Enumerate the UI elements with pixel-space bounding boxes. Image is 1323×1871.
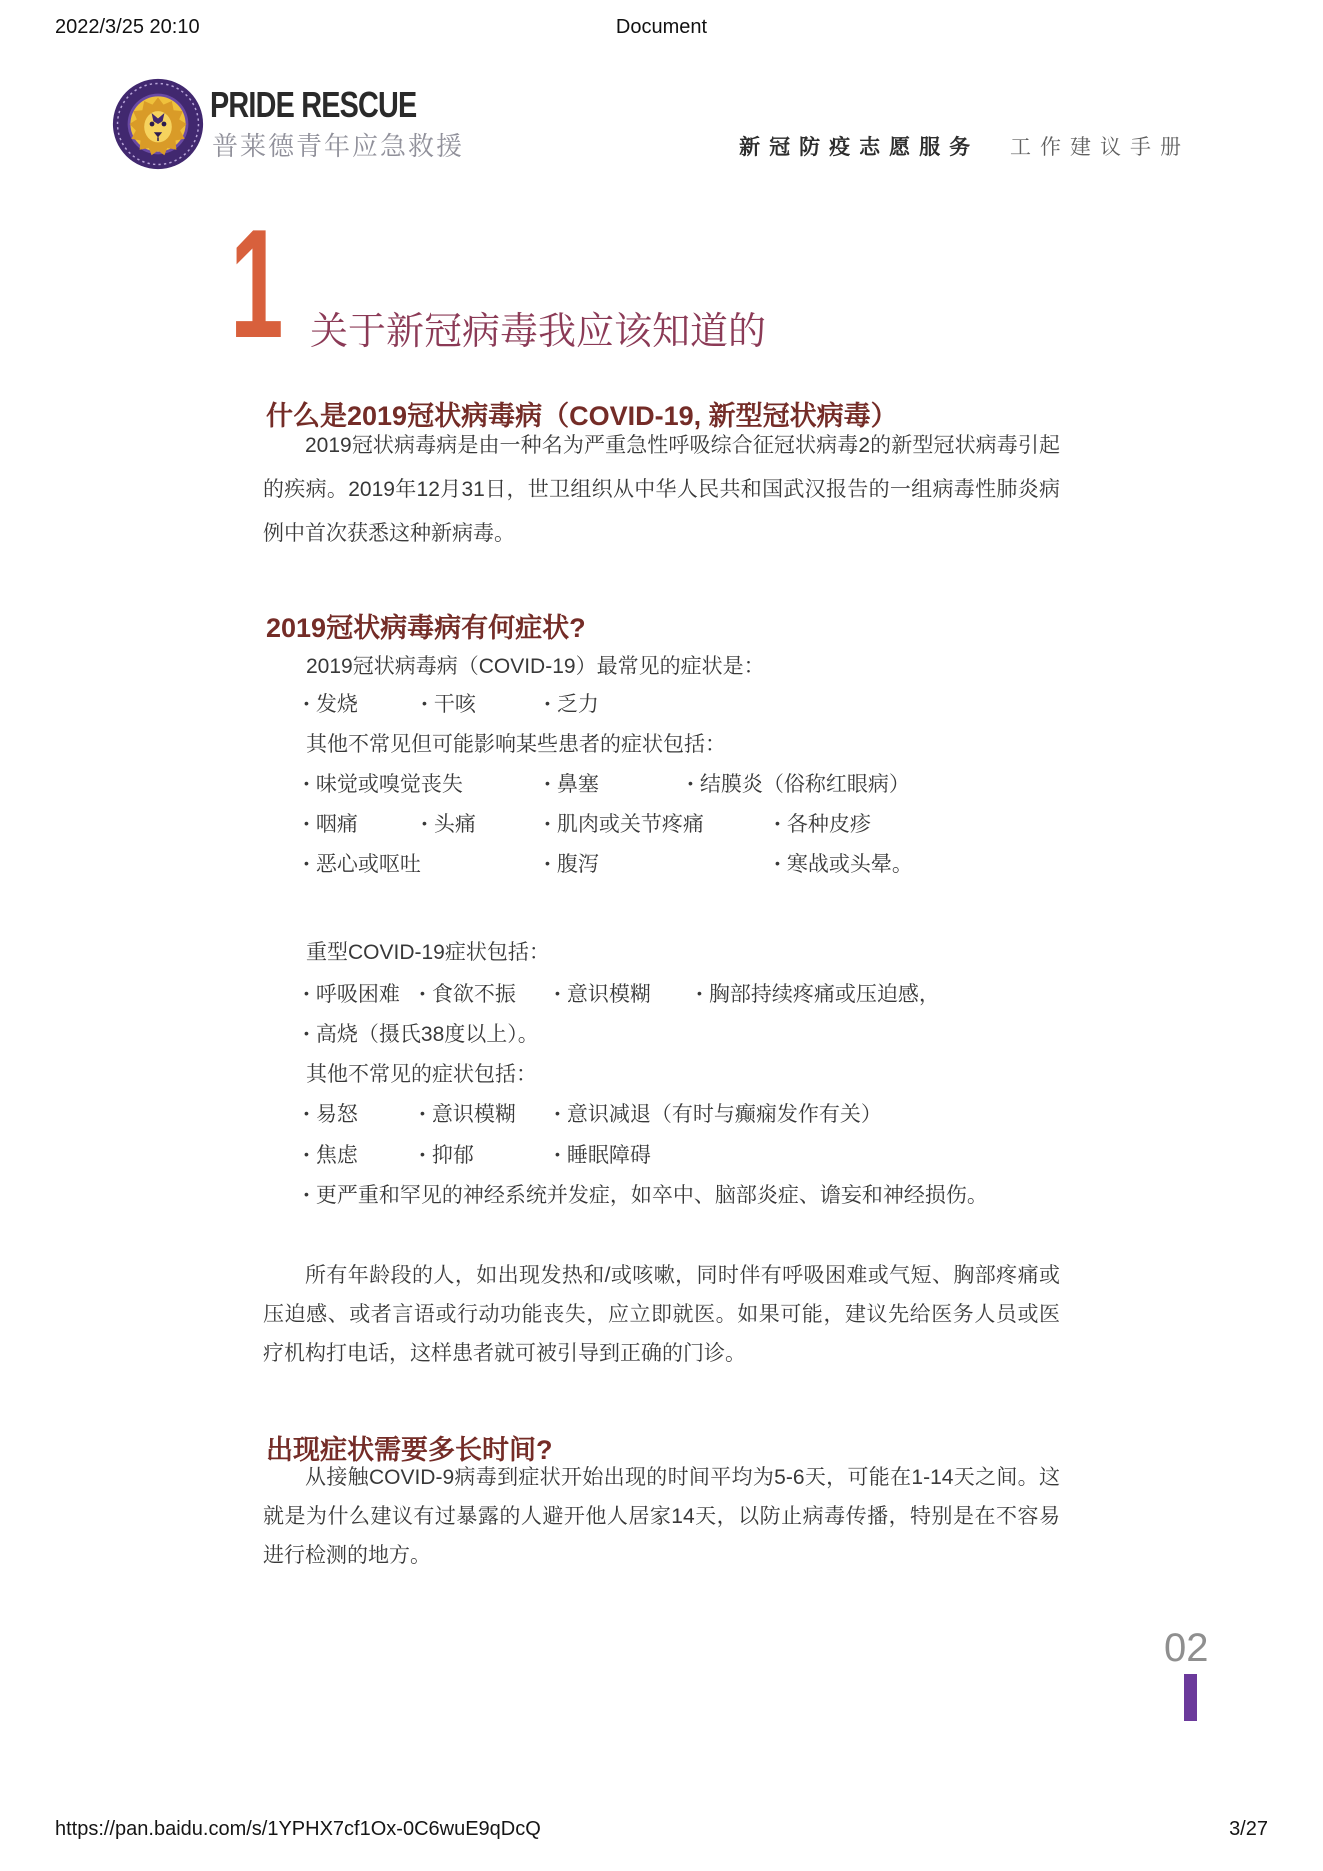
footer-source-url: https://pan.baidu.com/s/1YPHX7cf1Ox-0C6wuE9qDcQ — [55, 1818, 541, 1840]
list-item-text: 腹泻 — [556, 853, 599, 876]
symptom-row-other-1 — [0, 768, 1150, 798]
list-item-text: 恶心或呕吐 — [315, 853, 421, 876]
list-item — [775, 808, 871, 838]
list-item — [555, 978, 651, 1008]
list-item — [697, 978, 940, 1008]
list-item-text: 发烧 — [315, 693, 358, 716]
bullet-icon: • — [697, 985, 702, 1001]
list-item-text: 易怒 — [315, 1103, 358, 1126]
section-heading-symptoms: 2019冠状病毒病有何症状? — [266, 613, 586, 643]
paragraph-duration: 从接触COVID-9病毒到症状开始出现的时间平均为5-6天，可能在1-14天之间。这就是为什么建议有过暴露的人避开他人居家14天，以防止病毒传播，特别是在不容易进行检测的地方。 — [263, 1466, 1060, 1567]
list-item — [422, 688, 476, 718]
bullet-icon: • — [304, 695, 309, 711]
bullet-icon: • — [420, 1146, 425, 1162]
bullet-icon: • — [688, 775, 693, 791]
list-item-text: 意识模糊 — [431, 1103, 516, 1126]
list-item-text: 干咳 — [433, 693, 476, 716]
lead-uncommon-symptoms: 其他不常见的症状包括： — [306, 1063, 537, 1086]
list-item — [545, 808, 704, 838]
list-item — [545, 768, 599, 798]
list-item-text: 寒战或头晕。 — [786, 853, 913, 876]
bullet-icon: • — [545, 815, 550, 831]
list-item-text: 胸部持续疼痛或压迫感， — [708, 983, 940, 1006]
symptom-row-uncommon-1 — [0, 1098, 1150, 1128]
bullet-icon: • — [304, 775, 309, 791]
symptom-row-severe-2 — [0, 1018, 1150, 1048]
list-item-text: 抑郁 — [431, 1144, 474, 1167]
list-item — [545, 688, 599, 718]
symptom-row-uncommon-3 — [0, 1179, 1150, 1209]
list-item-text: 鼻塞 — [556, 773, 599, 796]
list-item — [775, 848, 913, 878]
bullet-icon: • — [775, 815, 780, 831]
list-item-text: 更严重和罕见的神经系统并发症，如卒中、脑部炎症、谵妄和神经损伤。 — [315, 1184, 988, 1207]
page-number-accent-bar — [1184, 1674, 1197, 1721]
list-item — [555, 1098, 882, 1128]
symptom-row-common — [0, 688, 1150, 718]
list-item-text: 味觉或嗅觉丧失 — [315, 773, 463, 796]
chapter-number: 1 — [230, 197, 284, 370]
section-heading-what-is-covid: 什么是2019冠状病毒病（COVID-19, 新型冠状病毒） — [266, 401, 898, 431]
bullet-icon: • — [304, 1105, 309, 1121]
list-item — [422, 808, 476, 838]
list-item-text: 各种皮疹 — [786, 813, 871, 836]
list-item — [304, 688, 358, 718]
bullet-icon: • — [555, 1146, 560, 1162]
symptom-row-uncommon-2 — [0, 1139, 1150, 1169]
list-item-text: 咽痛 — [315, 813, 358, 836]
list-item-text: 食欲不振 — [431, 983, 516, 1006]
list-item — [304, 848, 421, 878]
list-item-text: 结膜炎（俗称红眼病） — [699, 773, 910, 796]
list-item — [420, 1098, 516, 1128]
bullet-icon: • — [420, 985, 425, 1001]
list-item — [304, 768, 463, 798]
list-item-text: 睡眠障碍 — [566, 1144, 651, 1167]
symptom-row-other-2 — [0, 808, 1150, 838]
list-item — [420, 978, 516, 1008]
bullet-icon: • — [775, 855, 780, 871]
bullet-icon: • — [304, 1025, 309, 1041]
bullet-icon: • — [545, 775, 550, 791]
list-item-text: 呼吸困难 — [315, 983, 400, 1006]
list-item-text: 意识减退（有时与癫痫发作有关） — [566, 1103, 882, 1126]
list-item — [555, 1139, 651, 1169]
booklet-title-main: 新冠防疫志愿服务 — [739, 136, 980, 159]
paragraph-what-is-covid: 2019冠状病毒病是由一种名为严重急性呼吸综合征冠状病毒2的新型冠状病毒引起的疾病。2019年12月31日，世卫组织从中华人民共和国武汉报告的一组病毒性肺炎病例中首次获悉这种新病毒。 — [263, 434, 1060, 545]
bullet-icon: • — [420, 1105, 425, 1121]
symptom-row-severe-1 — [0, 978, 1150, 1008]
list-item-text: 乏力 — [556, 693, 599, 716]
booklet-title — [739, 131, 1190, 161]
list-item — [304, 1098, 358, 1128]
brand-name-en: PRIDE RESCUE — [210, 84, 417, 125]
list-item — [304, 1018, 539, 1048]
bullet-icon: • — [555, 1105, 560, 1121]
lead-common-symptoms: 2019冠状病毒病（COVID-19）最常见的症状是： — [306, 655, 765, 678]
footer-page-indicator: 3/27 — [1229, 1818, 1268, 1840]
bullet-icon: • — [545, 695, 550, 711]
bullet-icon: • — [304, 1146, 309, 1162]
lead-other-symptoms: 其他不常见但可能影响某些患者的症状包括： — [306, 733, 726, 756]
list-item — [545, 848, 599, 878]
paragraph-seek-care-advice: 所有年龄段的人，如出现发热和/或咳嗽，同时伴有呼吸困难或气短、胸部疼痛或压迫感、或者言语或行动功能丧失，应立即就医。如果可能，建议先给医务人员或医疗机构打电话，这样患者就可被引导到正确的门诊。 — [263, 1264, 1060, 1365]
print-doc-title: Document — [615, 16, 708, 38]
brand-name-zh: 普莱德青年应急救援 — [212, 131, 465, 161]
bullet-icon: • — [555, 985, 560, 1001]
list-item-text: 肌肉或关节疼痛 — [556, 813, 704, 836]
bullet-icon: • — [304, 815, 309, 831]
bullet-icon: • — [304, 855, 309, 871]
symptom-row-other-3 — [0, 848, 1150, 878]
list-item — [304, 1139, 358, 1169]
bullet-icon: • — [422, 695, 427, 711]
list-item — [304, 978, 400, 1008]
list-item — [688, 768, 910, 798]
lead-severe-symptoms: 重型COVID-19症状包括： — [306, 941, 550, 964]
list-item-text: 意识模糊 — [566, 983, 651, 1006]
list-item-text: 高烧（摄氏38度以上）。 — [315, 1023, 539, 1046]
list-item — [420, 1139, 474, 1169]
chapter-title: 关于新冠病毒我应该知道的 — [310, 311, 767, 353]
list-item-text: 焦虑 — [315, 1144, 358, 1167]
list-item-text: 头痛 — [433, 813, 476, 836]
bullet-icon: • — [304, 1186, 309, 1202]
page-number-label: 02 — [1164, 1626, 1209, 1670]
list-item — [304, 1179, 988, 1209]
bullet-icon: • — [422, 815, 427, 831]
section-heading-duration: 出现症状需要多长时间? — [266, 1435, 553, 1465]
print-timestamp: 2022/3/25 20:10 — [55, 16, 200, 38]
booklet-title-sub: 工作建议手册 — [1010, 136, 1190, 159]
bullet-icon: • — [304, 985, 309, 1001]
list-item — [304, 808, 358, 838]
pride-rescue-logo-icon — [112, 78, 204, 170]
bullet-icon: • — [545, 855, 550, 871]
